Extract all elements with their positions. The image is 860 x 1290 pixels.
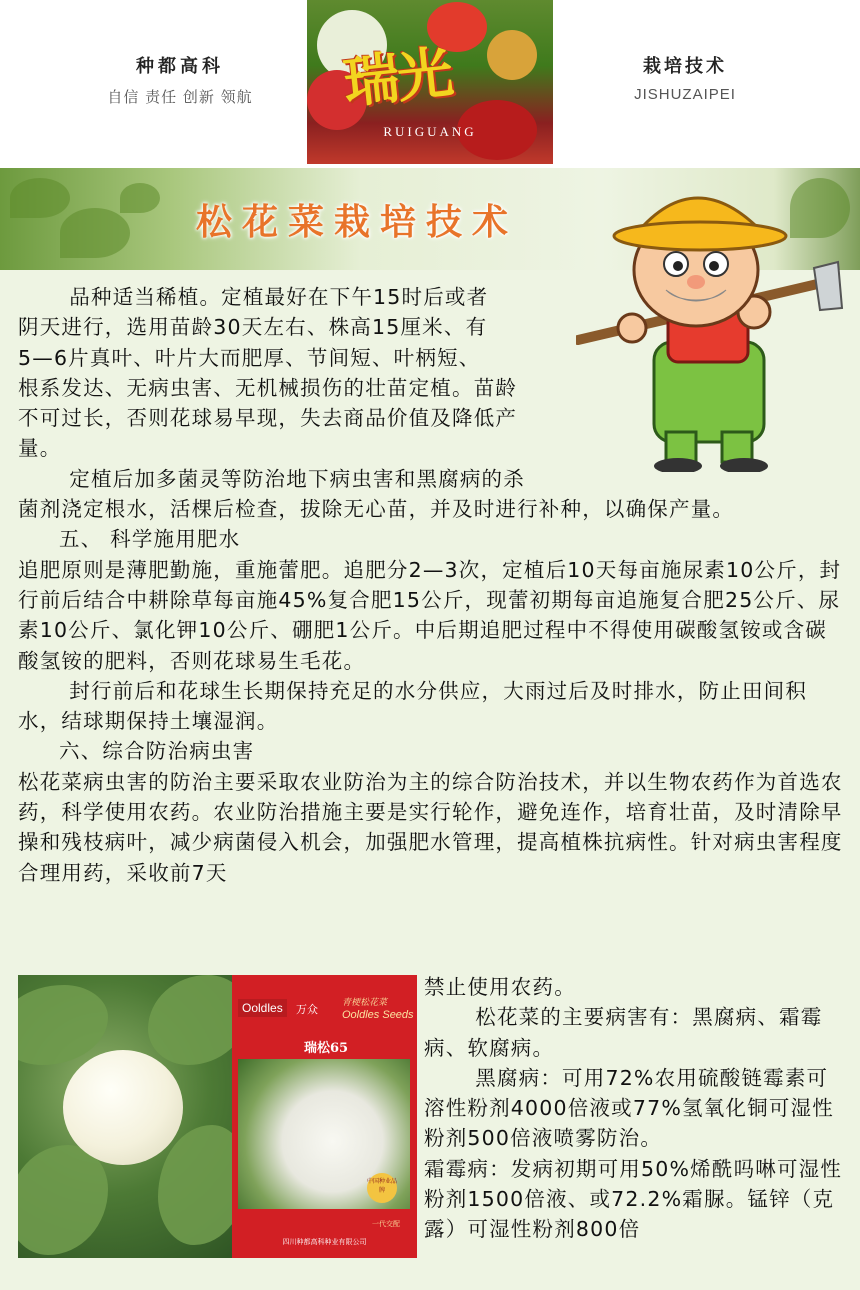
leaf-decoration	[120, 183, 160, 213]
paragraph: 松花菜病虫害的防治主要采取农业防治为主的综合防治技术，并以生物农药作为首选农药，科学使用农药。农业防治措施主要是实行轮作，避免连作，培育壮苗，及时清除早操和残枝病叶，减少病菌侵入机会，加强肥水管理，提高植株抗病性。针对病虫害程度合理用药，采收前7天	[18, 769, 843, 885]
leaf-shape	[18, 1145, 108, 1255]
packet-variety: 瑞松65	[304, 1041, 349, 1056]
logo-subtitle: RUIGUANG	[383, 124, 477, 139]
paragraph: 追肥原则是薄肥勤施，重施蕾肥。追肥分2—3次，定植后10天每亩施尿素10公斤，封行前后结合中耕除草每亩施45%复合肥15公斤，现蕾初期每亩追施复合肥25公斤、尿素10公斤、氯化钾10公斤、硼肥1公斤。中后期追肥过程中不得使用碳酸氢铵或含碳酸氢铵的肥料，否则花球易生毛花。	[18, 557, 842, 673]
company-name: 种都高科	[136, 56, 224, 77]
paragraph-line: 不可过长，否则花球易早现，失去商品价值及降低产	[18, 406, 518, 431]
brand-left	[70, 52, 290, 107]
leaf-decoration	[10, 178, 70, 218]
paragraph-line: 5—6片真叶、叶片大而肥厚、节间短、叶柄短、	[18, 345, 481, 370]
packet-brand-cn: 万众	[296, 1003, 318, 1016]
paragraph-line: 品种适当稀植。定植最好在下午15时后或者	[69, 285, 489, 309]
cauliflower-photo	[18, 975, 232, 1258]
paragraph: 黑腐病：可用72%农用硫酸链霉素可溶性粉剂4000倍液或77%氢氧化铜可湿性粉剂500倍液喷雾防治。	[424, 1065, 834, 1151]
packet-series: 青梗松花菜	[342, 998, 388, 1008]
paragraph-line: 阴天进行，选用苗龄30天左右、株高15厘米、有	[18, 315, 488, 340]
cauliflower-curd	[63, 1050, 183, 1165]
header	[0, 0, 860, 168]
brand-right	[600, 52, 770, 103]
leaf-shape	[18, 985, 108, 1065]
right-column-text	[424, 972, 844, 1245]
paragraph: 松花菜的主要病害有：黑腐病、霜霉病、软腐病。	[424, 1005, 823, 1060]
packet-company: 四川种都高科种业有限公司	[282, 1238, 367, 1246]
seed-packet-image	[232, 975, 417, 1258]
packet-brand: Ooldles	[238, 999, 287, 1017]
packet-seeds: Ooldles Seeds	[342, 1009, 414, 1021]
section-pinyin: JISHUZAIPEI	[634, 86, 736, 103]
paragraph: 菌剂浇定根水，活棵后检查，拔除无心苗，并及时进行补种，以确保产量。	[18, 497, 735, 522]
leaf-decoration	[60, 208, 130, 258]
onion-image	[487, 30, 537, 80]
paragraph-line: 根系发达、无病虫害、无机械损伤的壮苗定植。苗龄	[18, 375, 518, 400]
company-motto: 自信 责任 创新 领航	[107, 88, 253, 106]
paragraph-line: 定植后加多菌灵等防治地下病虫害和黑腐病的杀	[69, 466, 525, 491]
paragraph-line: 量。	[18, 436, 62, 461]
paragraph: 封行前后和花球生长期保持充足的水分供应，大雨过后及时排水，防止田间积水，结球期保持土壤湿润。	[18, 678, 808, 734]
packet-generation: 一代交配	[372, 1220, 400, 1228]
article-body	[18, 282, 843, 888]
packet-badge: 中国种业品牌	[367, 1173, 397, 1203]
section-heading: 五、 科学施用肥水	[59, 527, 241, 552]
page-title: 松花菜栽培技术	[196, 202, 519, 243]
leaf-shape	[148, 975, 232, 1065]
paragraph: 禁止使用农药。	[424, 975, 576, 999]
logo-title: 瑞光	[340, 39, 455, 117]
paragraph: 霜霉病：发病初期可用50%烯酰吗啉可湿性粉剂1500倍液、或72.2%霜脲。锰锌（克露）可湿性粉剂800倍	[424, 1156, 843, 1242]
section-heading: 六、综合防治病虫害	[59, 739, 255, 764]
logo	[307, 0, 553, 164]
section-name: 栽培技术	[643, 56, 727, 77]
